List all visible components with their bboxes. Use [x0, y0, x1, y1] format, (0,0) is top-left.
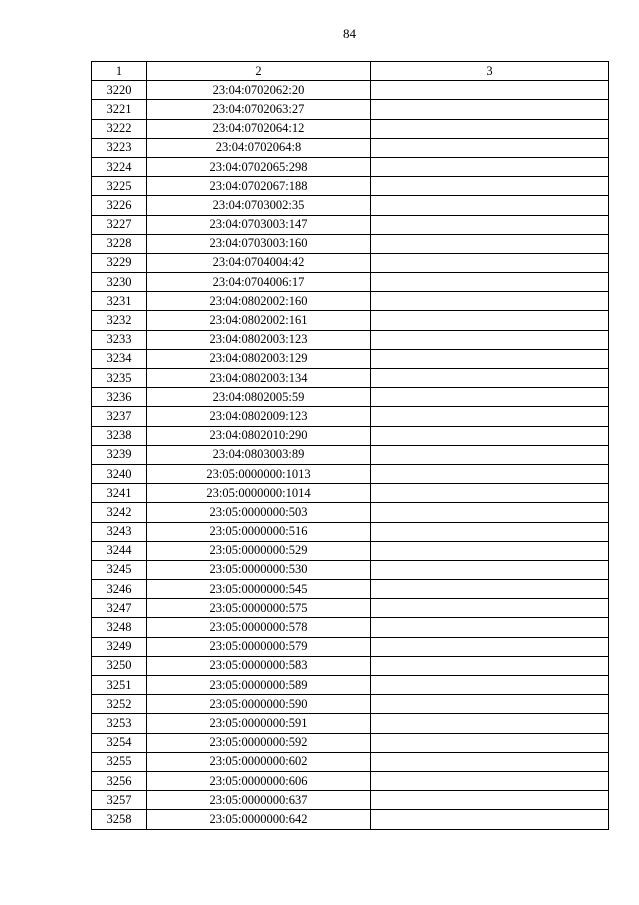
- row-number-cell: 3231: [92, 292, 147, 311]
- row-number-cell: 3242: [92, 503, 147, 522]
- row-number-cell: 3227: [92, 215, 147, 234]
- note-cell: [371, 522, 609, 541]
- table-row: [92, 273, 609, 292]
- row-number-cell: 3246: [92, 580, 147, 599]
- note-cell: [371, 752, 609, 771]
- cadastral-number-cell: 23:05:0000000:589: [147, 676, 371, 695]
- row-number-cell: 3229: [92, 253, 147, 272]
- row-number-cell: 3223: [92, 138, 147, 157]
- table-row: [92, 100, 609, 119]
- table-row: [92, 426, 609, 445]
- table-row: [92, 253, 609, 272]
- cadastral-number-cell: 23:04:0802003:129: [147, 349, 371, 368]
- cadastral-number-cell: 23:04:0702067:188: [147, 177, 371, 196]
- table-row: [92, 234, 609, 253]
- table-row: [92, 330, 609, 349]
- table-row: [92, 119, 609, 138]
- cadastral-number-cell: 23:05:0000000:503: [147, 503, 371, 522]
- note-cell: [371, 541, 609, 560]
- table-row: [92, 618, 609, 637]
- cadastral-number-cell: 23:04:0802010:290: [147, 426, 371, 445]
- table-row: [92, 388, 609, 407]
- note-cell: [371, 484, 609, 503]
- table-row: [92, 464, 609, 483]
- note-cell: [371, 138, 609, 157]
- table-row: [92, 752, 609, 771]
- cadastral-number-cell: 23:05:0000000:637: [147, 791, 371, 810]
- row-number-cell: 3226: [92, 196, 147, 215]
- cadastral-number-cell: 23:04:0802005:59: [147, 388, 371, 407]
- table-row: [92, 215, 609, 234]
- cadastral-number-cell: 23:04:0803003:89: [147, 445, 371, 464]
- row-number-cell: 3252: [92, 695, 147, 714]
- row-number-cell: 3222: [92, 119, 147, 138]
- note-cell: [371, 349, 609, 368]
- note-cell: [371, 464, 609, 483]
- cadastral-number-cell: 23:05:0000000:602: [147, 752, 371, 771]
- table-row: [92, 503, 609, 522]
- note-cell: [371, 273, 609, 292]
- note-cell: [371, 388, 609, 407]
- cadastral-number-cell: 23:04:0802003:123: [147, 330, 371, 349]
- note-cell: [371, 810, 609, 829]
- row-number-cell: 3221: [92, 100, 147, 119]
- table-row: [92, 580, 609, 599]
- row-number-cell: 3254: [92, 733, 147, 752]
- cadastral-number-cell: 23:05:0000000:529: [147, 541, 371, 560]
- note-cell: [371, 618, 609, 637]
- table-row: [92, 196, 609, 215]
- row-number-cell: 3256: [92, 771, 147, 790]
- table-row: [92, 733, 609, 752]
- note-cell: [371, 407, 609, 426]
- cadastral-number-cell: 23:05:0000000:592: [147, 733, 371, 752]
- note-cell: [371, 445, 609, 464]
- row-number-cell: 3255: [92, 752, 147, 771]
- table-row: [92, 791, 609, 810]
- note-cell: [371, 771, 609, 790]
- cadastral-number-cell: 23:05:0000000:575: [147, 599, 371, 618]
- table-row: [92, 177, 609, 196]
- cadastral-number-cell: 23:04:0703003:147: [147, 215, 371, 234]
- table-row: [92, 407, 609, 426]
- note-cell: [371, 599, 609, 618]
- note-cell: [371, 637, 609, 656]
- cadastral-number-cell: 23:05:0000000:1013: [147, 464, 371, 483]
- table-row: [92, 714, 609, 733]
- column-header-1: 1: [92, 62, 147, 81]
- note-cell: [371, 695, 609, 714]
- table-header: [92, 62, 609, 81]
- cadastral-number-cell: 23:05:0000000:545: [147, 580, 371, 599]
- note-cell: [371, 791, 609, 810]
- table-row: [92, 771, 609, 790]
- note-cell: [371, 196, 609, 215]
- row-number-cell: 3225: [92, 177, 147, 196]
- note-cell: [371, 503, 609, 522]
- note-cell: [371, 330, 609, 349]
- row-number-cell: 3220: [92, 81, 147, 100]
- row-number-cell: 3234: [92, 349, 147, 368]
- cadastral-number-cell: 23:05:0000000:583: [147, 656, 371, 675]
- row-number-cell: 3238: [92, 426, 147, 445]
- note-cell: [371, 177, 609, 196]
- cadastral-number-cell: 23:04:0802002:161: [147, 311, 371, 330]
- note-cell: [371, 215, 609, 234]
- cadastral-number-cell: 23:05:0000000:530: [147, 560, 371, 579]
- table-row: [92, 637, 609, 656]
- cadastral-number-cell: 23:05:0000000:579: [147, 637, 371, 656]
- cadastral-number-cell: 23:05:0000000:516: [147, 522, 371, 541]
- registry-table: [91, 61, 609, 830]
- table-row: [92, 292, 609, 311]
- note-cell: [371, 426, 609, 445]
- note-cell: [371, 157, 609, 176]
- cadastral-number-cell: 23:04:0802002:160: [147, 292, 371, 311]
- column-header-3: 3: [371, 62, 609, 81]
- table-row: [92, 157, 609, 176]
- cadastral-number-cell: 23:04:0704004:42: [147, 253, 371, 272]
- row-number-cell: 3237: [92, 407, 147, 426]
- row-number-cell: 3232: [92, 311, 147, 330]
- cadastral-number-cell: 23:04:0704006:17: [147, 273, 371, 292]
- cadastral-number-cell: 23:04:0703002:35: [147, 196, 371, 215]
- cadastral-number-cell: 23:05:0000000:606: [147, 771, 371, 790]
- cadastral-number-cell: 23:05:0000000:590: [147, 695, 371, 714]
- row-number-cell: 3235: [92, 369, 147, 388]
- row-number-cell: 3240: [92, 464, 147, 483]
- table-row: [92, 81, 609, 100]
- table-row: [92, 369, 609, 388]
- page-number: 84: [343, 26, 356, 41]
- note-cell: [371, 100, 609, 119]
- note-cell: [371, 292, 609, 311]
- note-cell: [371, 311, 609, 330]
- row-number-cell: 3244: [92, 541, 147, 560]
- row-number-cell: 3253: [92, 714, 147, 733]
- cadastral-number-cell: 23:04:0702062:20: [147, 81, 371, 100]
- row-number-cell: 3230: [92, 273, 147, 292]
- table-row: [92, 138, 609, 157]
- note-cell: [371, 81, 609, 100]
- note-cell: [371, 580, 609, 599]
- table-row: [92, 656, 609, 675]
- column-header-2: 2: [147, 62, 371, 81]
- row-number-cell: 3248: [92, 618, 147, 637]
- cadastral-number-cell: 23:05:0000000:591: [147, 714, 371, 733]
- cadastral-number-cell: 23:04:0702065:298: [147, 157, 371, 176]
- table-row: [92, 541, 609, 560]
- note-cell: [371, 119, 609, 138]
- row-number-cell: 3233: [92, 330, 147, 349]
- row-number-cell: 3236: [92, 388, 147, 407]
- cadastral-number-cell: 23:04:0802003:134: [147, 369, 371, 388]
- note-cell: [371, 560, 609, 579]
- cadastral-number-cell: 23:04:0702063:27: [147, 100, 371, 119]
- table-row: [92, 560, 609, 579]
- row-number-cell: 3228: [92, 234, 147, 253]
- cadastral-number-cell: 23:04:0703003:160: [147, 234, 371, 253]
- row-number-cell: 3224: [92, 157, 147, 176]
- row-number-cell: 3257: [92, 791, 147, 810]
- table-row: [92, 676, 609, 695]
- table-row: [92, 445, 609, 464]
- table-row: [92, 484, 609, 503]
- table-row: [92, 311, 609, 330]
- table-row: [92, 349, 609, 368]
- row-number-cell: 3247: [92, 599, 147, 618]
- row-number-cell: 3239: [92, 445, 147, 464]
- note-cell: [371, 253, 609, 272]
- table-row: [92, 522, 609, 541]
- cadastral-number-cell: 23:05:0000000:642: [147, 810, 371, 829]
- note-cell: [371, 369, 609, 388]
- note-cell: [371, 234, 609, 253]
- cadastral-number-cell: 23:05:0000000:1014: [147, 484, 371, 503]
- row-number-cell: 3258: [92, 810, 147, 829]
- note-cell: [371, 656, 609, 675]
- row-number-cell: 3251: [92, 676, 147, 695]
- row-number-cell: 3243: [92, 522, 147, 541]
- cadastral-number-cell: 23:04:0802009:123: [147, 407, 371, 426]
- table-row: [92, 695, 609, 714]
- table-row: [92, 810, 609, 829]
- header-row: [92, 62, 609, 81]
- row-number-cell: 3250: [92, 656, 147, 675]
- note-cell: [371, 714, 609, 733]
- note-cell: [371, 733, 609, 752]
- row-number-cell: 3249: [92, 637, 147, 656]
- row-number-cell: 3245: [92, 560, 147, 579]
- cadastral-number-cell: 23:05:0000000:578: [147, 618, 371, 637]
- table-body: [92, 81, 609, 829]
- note-cell: [371, 676, 609, 695]
- row-number-cell: 3241: [92, 484, 147, 503]
- table-row: [92, 599, 609, 618]
- cadastral-number-cell: 23:04:0702064:8: [147, 138, 371, 157]
- cadastral-number-cell: 23:04:0702064:12: [147, 119, 371, 138]
